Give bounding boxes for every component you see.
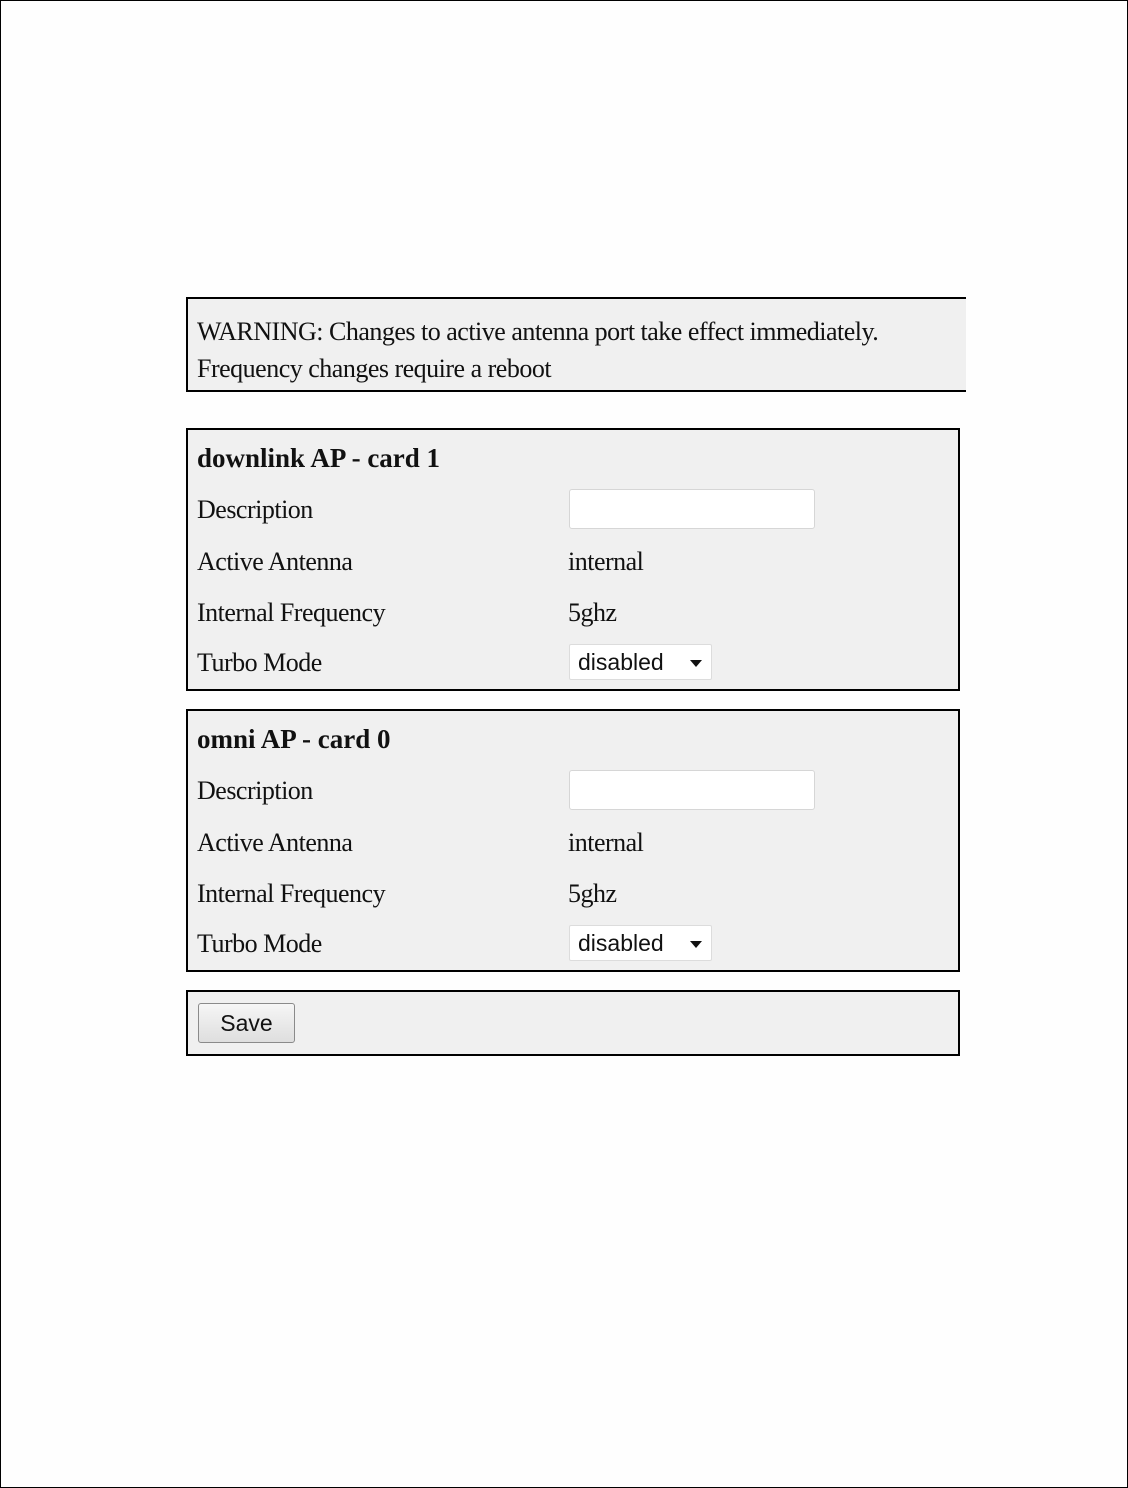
card-title: downlink AP - card 1 [197, 443, 441, 473]
internal-frequency-value: 5ghz [568, 598, 617, 627]
card-downlink-ap [186, 428, 960, 691]
active-antenna-label: Active Antenna [197, 547, 353, 576]
card-title: omni AP - card 0 [197, 724, 391, 754]
turbo-mode-select[interactable] [569, 644, 712, 680]
warning-panel [186, 297, 966, 392]
chevron-down-icon [690, 941, 702, 948]
description-input[interactable] [569, 770, 815, 810]
internal-frequency-label: Internal Frequency [197, 598, 386, 627]
description-input[interactable] [569, 489, 815, 529]
chevron-down-icon [690, 660, 702, 667]
active-antenna-value: internal [568, 828, 644, 857]
active-antenna-label: Active Antenna [197, 828, 353, 857]
turbo-mode-label: Turbo Mode [197, 929, 322, 958]
turbo-mode-selected-value: disabled [578, 649, 664, 675]
actions-panel [186, 990, 960, 1056]
description-label: Description [197, 776, 313, 805]
internal-frequency-value: 5ghz [568, 879, 617, 908]
card-omni-ap [186, 709, 960, 972]
turbo-mode-selected-value: disabled [578, 930, 664, 956]
internal-frequency-label: Internal Frequency [197, 879, 386, 908]
turbo-mode-label: Turbo Mode [197, 648, 322, 677]
save-button[interactable]: Save [198, 1003, 295, 1043]
warning-text-line-1: WARNING: Changes to active antenna port take effect immediately. [197, 317, 879, 346]
turbo-mode-select[interactable] [569, 925, 712, 961]
warning-text-line-2: Frequency changes require a reboot [197, 354, 552, 383]
active-antenna-value: internal [568, 547, 644, 576]
description-label: Description [197, 495, 313, 524]
